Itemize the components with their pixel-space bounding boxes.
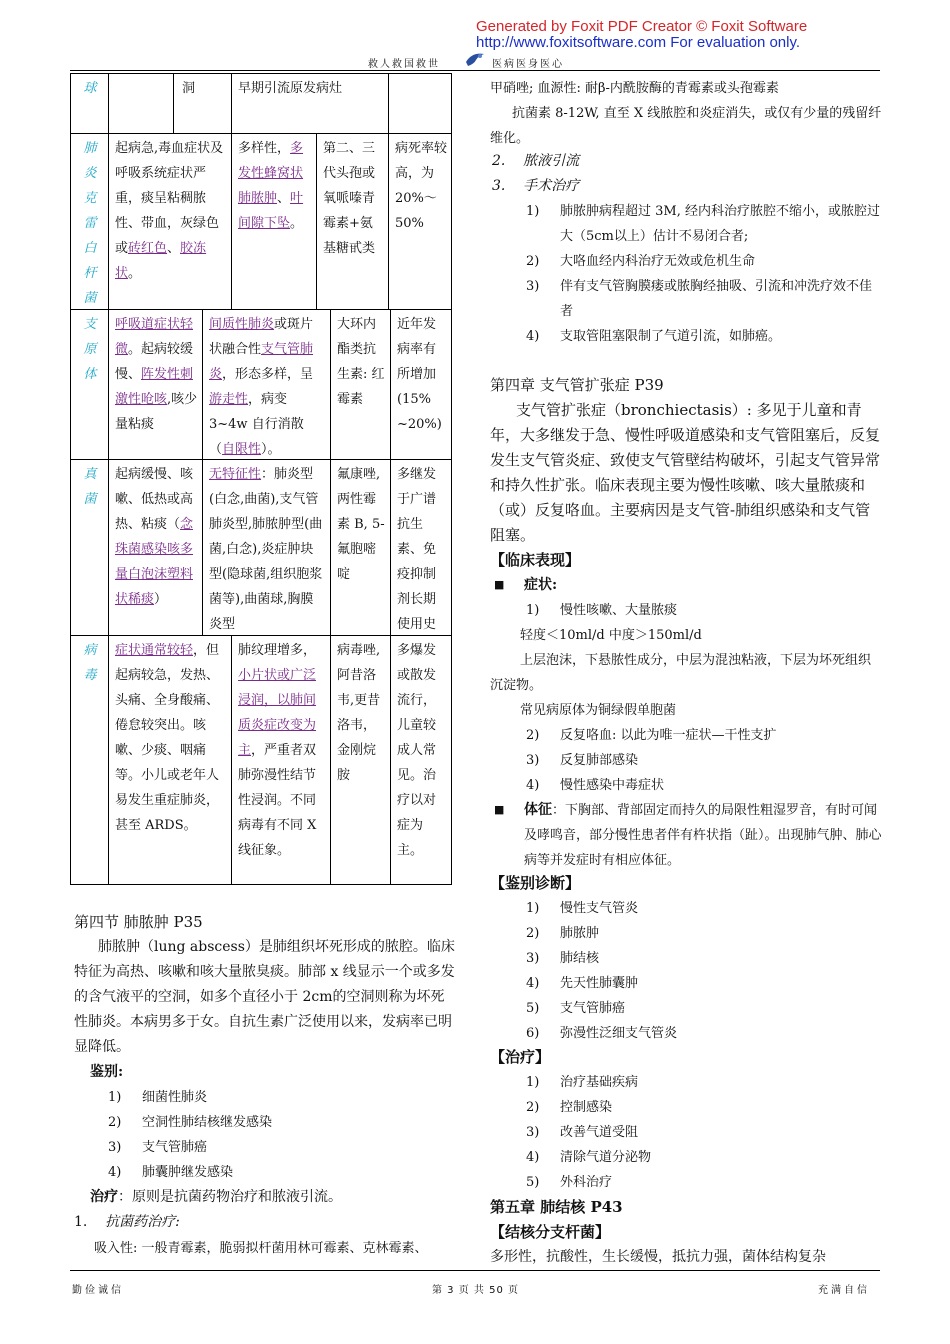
- list-item: 3) 支气管肺癌: [108, 1140, 208, 1155]
- chapter4-title: 第四章 支气管扩张症 P39: [490, 376, 664, 394]
- antibiotic-cont: 甲硝唑; 血源性: 耐β-内酰胺酶的青霉素或头孢霉素: [490, 81, 779, 96]
- list-item: 5) 外科治疗: [526, 1175, 613, 1190]
- footer-motto-right: 充满自信: [818, 1285, 870, 1296]
- list-item: 1): [526, 204, 540, 219]
- cat-char: 雷: [83, 216, 97, 231]
- severity-line: 轻度＜10ml/d 中度＞150ml/d: [520, 628, 702, 643]
- table-cell-xray: 肺纹理增多，小片状或广泛浸润，以肺间质炎症改变为主，严重者双肺弥漫性结节性浸润。不同病毒有不同 X 线征象。: [238, 643, 317, 858]
- table-cell-treatment: 病毒唑,阿昔洛韦,更昔洛韦，金刚烷胺: [337, 643, 381, 783]
- table-row-divider: [71, 309, 451, 310]
- list-item: 3): [526, 279, 540, 294]
- header-motto-left: 救人救国救世: [368, 59, 440, 70]
- table-col-divider: [173, 74, 174, 133]
- table-col-divider: [330, 635, 331, 884]
- list-item: 2) 肺脓肿: [526, 926, 600, 941]
- cat-char: 菌: [83, 492, 97, 507]
- table-cat-fungus: [71, 462, 109, 512]
- symptom-label: 症状:: [524, 577, 558, 593]
- cat-char: 肺: [83, 141, 97, 156]
- surgery-heading: 3. 手术治疗: [492, 178, 580, 194]
- table-cell-xray: 间质性肺炎或斑片状融合性支气管肺炎，形态多样，呈游走性，病变 3~4w 自行消散（自限性）。: [209, 317, 314, 457]
- list-item: 1) 治疗基础疾病: [526, 1075, 639, 1090]
- sign-text: 体征：下胸部、背部固定而持久的局限性粗湿罗音，有时可闻及哮鸣音，部分慢性患者伴有杵状指（趾）。出现肺气肿、肺心病等并发症时有相应体征。: [524, 802, 882, 868]
- header-motto-right: 医病医身医心: [492, 59, 564, 70]
- list-item: 1) 慢性支气管炎: [526, 901, 639, 916]
- cat-char: 原: [83, 342, 97, 357]
- diff-diagnosis-label: 【鉴别诊断】: [490, 874, 581, 892]
- list-item: 支取管阻塞限制了气道引流，如肺癌。: [560, 329, 782, 344]
- table-cell-notes: 多继发于广谱抗生素、免疫抑制剂长期使用史: [397, 467, 437, 632]
- table-cell-symptoms: 起病急,毒血症状及呼吸系统症状严重，痰呈粘稠脓性、带血，灰绿色或砖红色、胶冻状。: [115, 141, 224, 281]
- table-cell-notes: 病死率较高，为 20%～50%: [395, 141, 448, 231]
- list-item: 6) 弥漫性泛细支气管炎: [526, 1026, 678, 1041]
- cat-char: 真: [83, 467, 97, 482]
- list-item: 4) 先天性肺囊肿: [526, 976, 639, 991]
- lung-abscess-intro: 肺脓肿（lung abscess）是肺组织坏死形成的脓腔。临床特征为高热、咳嗽和咳大量脓臭痰。肺部 x 线显示一个或多发的含气液平的空洞，如多个直径小于 2cm的空洞则称为坏死性肺炎。本病男多于女。自抗生素广泛使用以来，发病率已明显降低。: [74, 939, 455, 1055]
- table-cell-treatment: 大环内酯类抗生素: 红霉素: [337, 317, 385, 407]
- list-item: 3) 反复肺部感染: [526, 753, 639, 768]
- header-logo-icon: [464, 50, 486, 68]
- table-col-divider: [316, 133, 317, 309]
- antibiotic-heading: 1. 抗菌药治疗:: [74, 1214, 180, 1230]
- clinical-label: 【临床表现】: [490, 551, 581, 569]
- table-cell: 洞: [182, 81, 196, 96]
- table-cat-klebsiella: [71, 136, 109, 311]
- list-item: 伴有支气管胸膜瘘或脓胸经抽吸、引流和冲洗疗效不佳者: [560, 279, 873, 319]
- page-number: 第 3 页 共 50 页: [432, 1285, 519, 1296]
- diff-label: 鉴别:: [90, 1064, 124, 1080]
- cat-char: 白: [83, 241, 97, 256]
- list-item: 2): [526, 254, 540, 269]
- cat-char: 炎: [83, 166, 97, 181]
- cat-char: 毒: [83, 668, 97, 683]
- table-cat-mycoplasma: [71, 312, 109, 387]
- table-cat-row0: 球: [83, 81, 97, 96]
- bullet-icon: ■: [494, 578, 505, 591]
- cat-char: 支: [83, 317, 97, 332]
- foxit-watermark-line2: http://www.foxitsoftware.com For evaluation only.: [476, 34, 801, 51]
- list-item: 4) 慢性感染中毒症状: [526, 778, 665, 793]
- table-cell-xray: 无特征性：肺炎型(白念,曲菌),支气管肺炎型,肺脓肿型(曲菌,白念),炎症肿块型(隐球菌,组织胞浆菌等),曲菌球,胸膜炎型: [209, 467, 323, 632]
- foxit-watermark-line1: Generated by Foxit PDF Creator © Foxit Software: [476, 18, 808, 35]
- table-cell-symptoms: 症状通常较轻，但起病较急，发热、头痛、全身酸痛、倦怠较突出。咳嗽、少痰、咽痛等。小儿或老年人易发生重症肺炎，甚至 ARDS。: [115, 643, 220, 833]
- table-cell-treatment: 第二、三代头孢或氧哌嗪青霉素+氨基糖甙类: [323, 141, 376, 256]
- list-item: 2) 控制感染: [526, 1100, 613, 1115]
- list-item: 4) 清除气道分泌物: [526, 1150, 652, 1165]
- table-col-divider: [202, 309, 203, 635]
- list-item: 4) 肺囊肿继发感染: [108, 1165, 234, 1180]
- list-item: 大咯血经内科治疗无效或危机生命: [560, 254, 756, 269]
- table-cell-notes: 多爆发或散发流行，儿童较成人常见。治疗以对症为主。: [397, 643, 437, 858]
- table-cell-symptoms: 呼吸道症状轻微。起病较缓慢、阵发性刺激性呛咳,咳少量粘痰: [115, 317, 198, 432]
- footer-motto-left: 勤俭诚信: [72, 1285, 124, 1296]
- cat-char: 克: [83, 191, 97, 206]
- table-col-divider: [390, 309, 391, 884]
- tb-text: 多形性，抗酸性，生长缓慢，抵抗力强，菌体结构复杂: [490, 1249, 826, 1265]
- pathogen-line: 常见病原体为铜绿假单胞菌: [520, 703, 677, 718]
- list-item: 5) 支气管肺癌: [526, 1001, 626, 1016]
- table-cell-notes: 近年发病率有所增加 (15% ~20%): [397, 317, 442, 432]
- header-rule: [70, 70, 880, 71]
- section-title-lung-abscess: 第四节 肺脓肿 P35: [74, 913, 203, 931]
- treatment-label: 【治疗】: [490, 1048, 551, 1066]
- table-cell-symptoms: 起病缓慢、咳嗽、低热或高热、粘痰（念珠菌感染咳多量白泡沫塑料状稀痰）: [115, 467, 194, 607]
- table-cat-virus: [71, 638, 109, 688]
- list-item: 3) 肺结核: [526, 951, 600, 966]
- table-col-divider: [330, 309, 331, 635]
- list-item: 1) 细菌性肺炎: [108, 1090, 208, 1105]
- list-item: 2) 空洞性肺结核继发感染: [108, 1115, 273, 1130]
- tb-label: 【结核分支杆菌】: [490, 1223, 611, 1241]
- bullet-icon: ■: [494, 803, 505, 816]
- sputum-layer: 上层泡沫，下悬脓性成分，中层为混浊粘液，下层为坏死组织沉淀物。: [490, 653, 872, 693]
- treatment-line: 治疗：原则是抗菌药物治疗和脓液引流。: [90, 1189, 342, 1205]
- list-item: 3) 改善气道受阻: [526, 1125, 639, 1140]
- cat-char: 菌: [83, 291, 97, 306]
- chapter4-intro: 支气管扩张症（bronchiectasis）: 多见于儿童和青年，大多继发于急、慢性呼吸道感染和支气管阻塞后，反复发生支气管炎症、致使支气管壁结构破坏，引起支气管异常和持久性扩张。临床表现主要为慢性咳嗽、咳大量脓痰和（或）反复咯血。主要病因是支气管-肺组织感染和支气管阻塞。: [490, 401, 881, 544]
- table-cell: 早期引流原发病灶: [238, 81, 343, 96]
- inhale-line: 吸入性: 一般青霉素，脆弱拟杆菌用林可霉素、克林霉素、: [94, 1241, 428, 1256]
- footer-rule: [70, 1270, 880, 1271]
- table-col-divider: [231, 635, 232, 884]
- pneumonia-comparison-table: [70, 73, 452, 885]
- cat-char: 体: [83, 367, 97, 382]
- list-item: 4): [526, 329, 540, 344]
- list-item: 肺脓肿病程超过 3M, 经内科治疗脓腔不缩小，或脓腔过大（5cm以上）估计不易闭合者;: [560, 204, 880, 244]
- table-cell-treatment: 氟康唑,两性霉素 B, 5-氟胞嘧啶: [337, 467, 385, 582]
- drain-heading: 2. 脓液引流: [492, 153, 580, 169]
- chapter5-title: 第五章 肺结核 P43: [490, 1198, 623, 1216]
- list-item: 1) 慢性咳嗽、大量脓痰: [526, 603, 678, 618]
- list-item: 2) 反复咯血: 以此为唯一症状—干性支扩: [526, 728, 777, 743]
- antibiotic-duration: 抗菌素 8-12W, 直至 X 线脓腔和炎症消失，或仅有少量的残留纤维化。: [490, 106, 882, 146]
- table-col-divider: [231, 74, 232, 309]
- table-row-divider: [71, 133, 451, 134]
- cat-char: 病: [83, 643, 97, 658]
- table-cell-xray: 多样性，多发性蜂窝状肺脓肿、叶间隙下坠。: [238, 141, 304, 231]
- cat-char: 杆: [83, 266, 97, 281]
